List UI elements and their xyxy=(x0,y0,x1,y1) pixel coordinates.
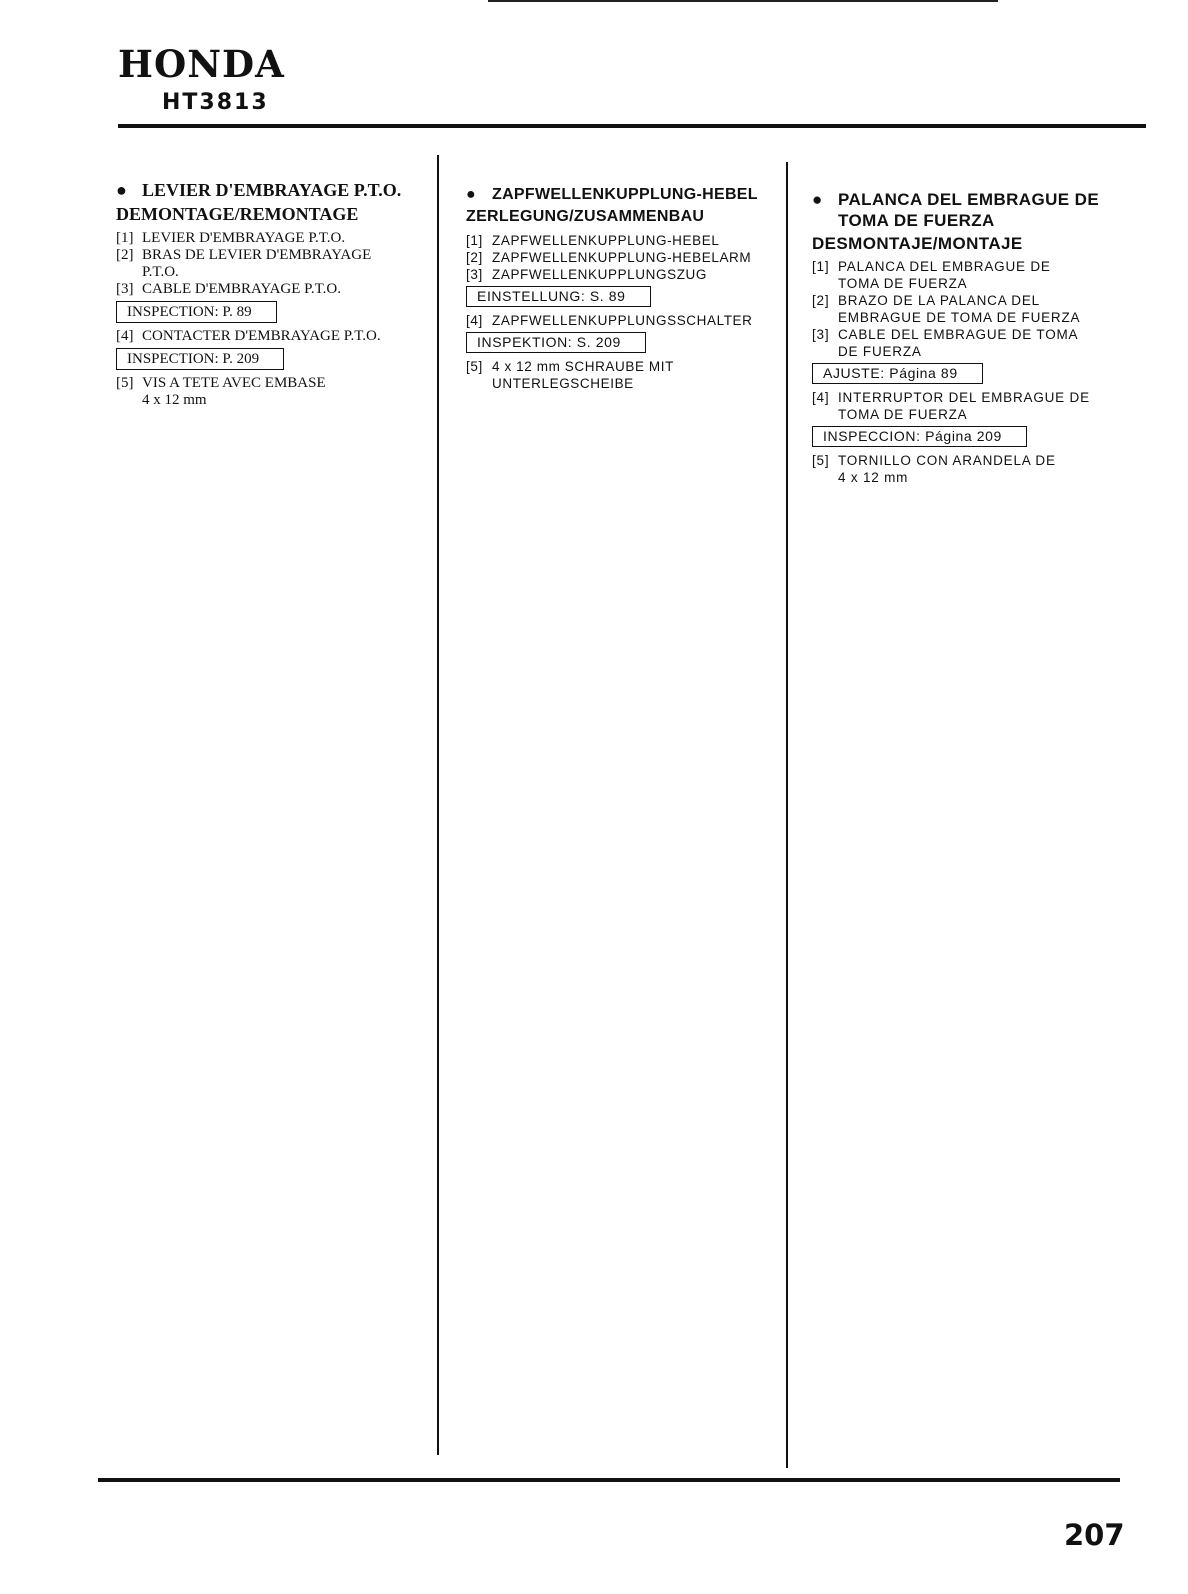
column-divider-2 xyxy=(786,162,788,1468)
part-number: [2] xyxy=(116,247,134,263)
part-description xyxy=(838,258,1051,292)
part-description-line: P.T.O. xyxy=(142,264,179,280)
part-item xyxy=(466,232,786,249)
part-description-line: ZAPFWELLENKUPPLUNGSSCHALTER xyxy=(492,313,753,328)
part-item xyxy=(812,326,1134,360)
part-number: [4] xyxy=(116,328,134,344)
part-item xyxy=(812,292,1134,326)
part-item xyxy=(466,266,786,283)
part-description xyxy=(492,358,674,392)
part-description xyxy=(492,312,753,329)
part-description-line: VIS A TETE AVEC EMBASE xyxy=(142,375,326,391)
part-item xyxy=(116,247,428,281)
model-number: HT3813 xyxy=(162,90,269,115)
page-reference xyxy=(466,283,786,312)
part-number: [1] xyxy=(812,259,830,274)
part-item xyxy=(466,312,786,329)
part-description-line: DE FUERZA xyxy=(838,344,922,359)
section-title xyxy=(466,184,786,206)
part-description xyxy=(492,232,719,249)
part-item xyxy=(116,230,428,247)
part-description-line: CONTACTER D'EMBRAYAGE P.T.O. xyxy=(142,328,381,344)
section-title-text: ZAPFWELLENKUPPLUNG-HEBEL xyxy=(492,186,758,203)
part-number: [2] xyxy=(466,250,483,265)
brand-logo: HONDA xyxy=(118,42,285,86)
page-reference xyxy=(116,345,428,375)
page-reference xyxy=(812,360,1134,389)
part-description xyxy=(142,230,345,247)
part-number: [2] xyxy=(812,293,830,308)
part-item xyxy=(466,249,786,266)
part-description-line: LEVIER D'EMBRAYAGE P.T.O. xyxy=(142,230,346,246)
part-item xyxy=(812,452,1134,486)
part-item xyxy=(116,328,428,345)
part-description xyxy=(838,326,1078,360)
part-description xyxy=(142,328,381,345)
part-number: [3] xyxy=(466,267,483,282)
part-description xyxy=(492,249,751,266)
footer-rule xyxy=(98,1478,1120,1482)
part-description-line: TOMA DE FUERZA xyxy=(838,407,968,422)
part-description-line: INTERRUPTOR DEL EMBRAGUE DE xyxy=(838,390,1090,405)
part-number: [4] xyxy=(466,313,483,328)
part-description-line: BRAZO DE LA PALANCA DEL xyxy=(838,293,1040,308)
part-description-line: 4 x 12 mm xyxy=(142,392,207,408)
page-reference xyxy=(116,298,428,328)
part-description xyxy=(142,247,371,281)
page-reference-box: INSPECTION: P. 209 xyxy=(116,348,284,370)
part-description xyxy=(142,281,341,298)
page-reference-box: INSPEKTION: S. 209 xyxy=(466,332,646,353)
page-reference-box: INSPECCION: Página 209 xyxy=(812,426,1027,447)
section-subtitle: DEMONTAGE/REMONTAGE xyxy=(116,204,359,224)
part-description-line: EMBRAGUE DE TOMA DE FUERZA xyxy=(838,310,1081,325)
part-description-line: TOMA DE FUERZA xyxy=(838,276,968,291)
part-item xyxy=(812,258,1134,292)
part-number: [1] xyxy=(466,233,483,248)
part-description-line: 4 x 12 mm xyxy=(838,470,909,485)
bullet-icon: ● xyxy=(466,186,476,203)
part-item xyxy=(116,281,428,298)
part-description-line: TORNILLO CON ARANDELA DE xyxy=(838,453,1056,468)
part-description-line: 4 x 12 mm SCHRAUBE MIT xyxy=(492,359,674,374)
part-description-line: ZAPFWELLENKUPPLUNGSZUG xyxy=(492,267,707,282)
part-number: [5] xyxy=(116,375,134,391)
page-reference-box: AJUSTE: Página 89 xyxy=(812,363,983,384)
top-rule xyxy=(488,0,998,2)
header-rule xyxy=(118,124,1146,128)
page-number: 207 xyxy=(1064,1518,1125,1552)
part-item xyxy=(116,375,428,409)
part-number: [3] xyxy=(812,327,830,342)
page-reference-box: INSPECTION: P. 89 xyxy=(116,301,277,323)
page-reference xyxy=(812,423,1134,452)
part-description xyxy=(838,389,1090,423)
column-french xyxy=(116,178,428,409)
part-description-line: ZAPFWELLENKUPPLUNG-HEBELARM xyxy=(492,250,752,265)
section-title-text: LEVIER D'EMBRAYAGE P.T.O. xyxy=(142,180,402,200)
column-spanish xyxy=(812,189,1134,486)
bullet-icon: ● xyxy=(116,180,127,200)
part-number: [5] xyxy=(466,359,483,374)
column-divider-1 xyxy=(437,155,439,1455)
bullet-icon: ● xyxy=(812,190,823,209)
part-number: [5] xyxy=(812,453,830,468)
part-description-line: CABLE D'EMBRAYAGE P.T.O. xyxy=(142,281,341,297)
column-german xyxy=(466,184,786,392)
part-number: [3] xyxy=(116,281,134,297)
part-description-line: ZAPFWELLENKUPPLUNG-HEBEL xyxy=(492,233,720,248)
part-description xyxy=(142,375,326,409)
section-subtitle: DESMONTAJE/MONTAJE xyxy=(812,234,1023,253)
part-description xyxy=(838,292,1080,326)
part-number: [4] xyxy=(812,390,830,405)
part-description-line: UNTERLEGSCHEIBE xyxy=(492,376,634,391)
part-description-line: BRAS DE LEVIER D'EMBRAYAGE xyxy=(142,247,372,263)
part-item xyxy=(812,389,1134,423)
part-description-line: PALANCA DEL EMBRAGUE DE xyxy=(838,259,1051,274)
section-subtitle: ZERLEGUNG/ZUSAMMENBAU xyxy=(466,208,705,225)
part-description xyxy=(838,452,1056,486)
page-reference-box: EINSTELLUNG: S. 89 xyxy=(466,286,651,307)
section-title xyxy=(116,178,428,202)
part-description xyxy=(492,266,707,283)
section-title xyxy=(812,189,1134,231)
part-description-line: CABLE DEL EMBRAGUE DE TOMA xyxy=(838,327,1079,342)
part-item xyxy=(466,358,786,392)
section-title-text: PALANCA DEL EMBRAGUE DE TOMA DE FUERZA xyxy=(838,190,1100,230)
part-number: [1] xyxy=(116,230,134,246)
page-reference xyxy=(466,329,786,358)
